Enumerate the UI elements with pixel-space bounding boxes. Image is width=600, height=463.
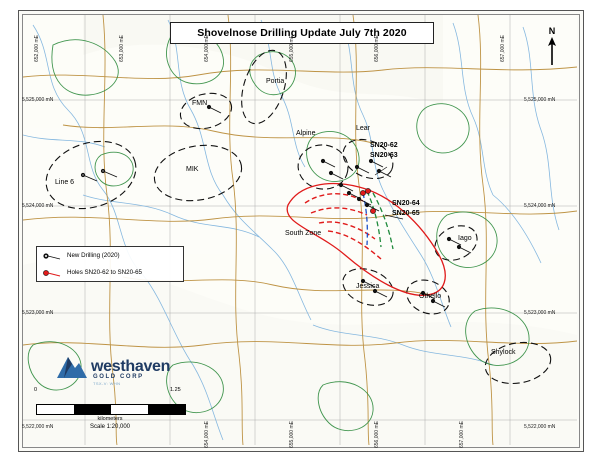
- legend-label-holes-range: Holes SN20-62 to SN20-65: [67, 269, 142, 276]
- scale-seg: [37, 405, 74, 414]
- company-logo: [55, 338, 185, 388]
- zone-label-iago: Iago: [458, 235, 472, 242]
- north-arrow: [540, 26, 564, 68]
- coord-north-right: 5,524,000 mN: [524, 203, 556, 209]
- zone-label-portia: Portia: [266, 78, 285, 85]
- coord-east-top: 657,000 mE: [500, 35, 506, 62]
- zone-label-lear: Lear: [356, 125, 371, 132]
- coord-east-top: 656,000 mE: [374, 35, 380, 62]
- legend-item: [37, 247, 183, 264]
- scale-seg: [74, 405, 111, 414]
- scale-tick-min: 0: [34, 387, 38, 393]
- coord-east-bottom: 657,000 mE: [459, 421, 465, 448]
- zone-label-mik: MIK: [186, 166, 199, 173]
- coord-north-right: 5,525,000 mN: [524, 97, 556, 103]
- hole-label-sn20-64: SN20-64: [392, 200, 420, 207]
- hole-label-sn20-63: SN20-63: [370, 152, 398, 159]
- scale-bar: [34, 387, 188, 430]
- zone-label-fmn: FMN: [192, 100, 208, 107]
- scale-bar-ticks: [34, 387, 188, 404]
- legend: [36, 246, 184, 282]
- coord-east-left: 653,000 mE: [119, 35, 125, 62]
- zone-label-line6: Line 6: [55, 179, 75, 186]
- hole-label-sn20-62: SN20-62: [370, 142, 398, 149]
- mountain-icon: [55, 352, 89, 382]
- drillhole-symbol-icon: [41, 251, 63, 261]
- north-arrow-icon: [545, 37, 559, 67]
- north-label: N: [548, 26, 556, 36]
- scale-seg: [148, 405, 185, 414]
- scale-units: kilometers: [97, 416, 123, 422]
- coord-north-left: 5,524,000 mN: [22, 203, 54, 209]
- scale-bar-graphic: [36, 404, 186, 415]
- scale-ratio: Scale 1:20,000: [89, 424, 131, 430]
- hole-label-sn20-65: SN20-65: [392, 210, 420, 217]
- coord-north-right: 5,523,000 mN: [524, 310, 556, 316]
- coord-east-top: 655,000 mE: [289, 35, 295, 62]
- page-title: Shovelnose Drilling Update July 7th 2020: [197, 27, 407, 39]
- drillhole-symbol-red-icon: [41, 268, 63, 278]
- zone-label-jessica: Jessica: [356, 283, 380, 290]
- zone-label-shylock: Shylock: [491, 349, 516, 356]
- zone-label-alpine: Alpine: [296, 130, 316, 137]
- coord-east-bottom: 656,000 mE: [374, 421, 380, 448]
- coord-east-bottom: 655,000 mE: [289, 421, 295, 448]
- scale-tick-max: 1.25: [170, 387, 181, 393]
- legend-label-new-drilling: New Drilling (2020): [67, 252, 120, 259]
- zone-label-south-zone: South Zone: [285, 230, 322, 237]
- coord-north-left-corner: 5,522,000 mN: [22, 424, 54, 430]
- coord-north-right-corner: 5,522,000 mN: [524, 424, 556, 430]
- logo-tagline: TSX-V: WHN: [93, 381, 121, 386]
- coord-north-left: 5,523,000 mN: [22, 310, 54, 316]
- legend-item: [37, 264, 183, 281]
- coord-east-top: 654,000 mE: [204, 35, 210, 62]
- coord-east-bottom: 654,000 mE: [204, 421, 210, 448]
- zone-label-othello: Othello: [419, 293, 442, 300]
- logo-subtitle: GOLD CORP: [93, 374, 144, 380]
- coord-east-left: 652,000 mE: [34, 35, 40, 62]
- scale-seg: [111, 405, 148, 414]
- coord-north-left: 5,525,000 mN: [22, 97, 54, 103]
- logo-wordmark: westhaven: [91, 358, 171, 375]
